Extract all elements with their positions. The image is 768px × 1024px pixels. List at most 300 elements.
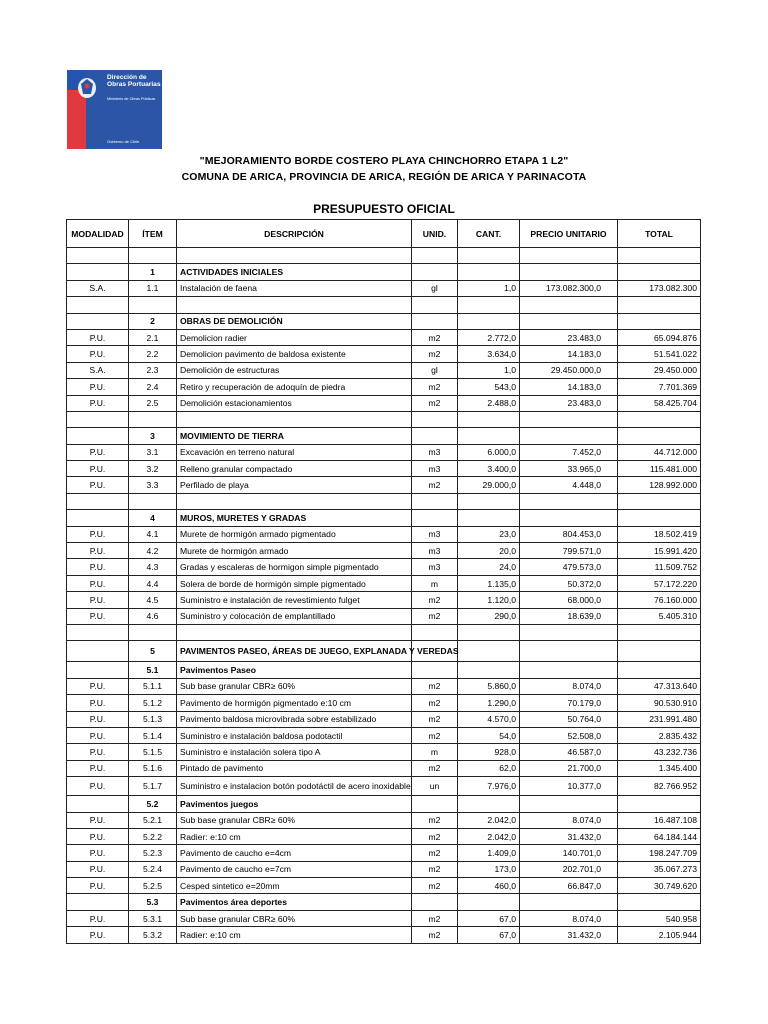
cell-modalidad: P.U. bbox=[67, 592, 129, 608]
table-row bbox=[67, 444, 701, 460]
cell-cant bbox=[458, 264, 520, 280]
cell-precio bbox=[520, 297, 618, 313]
cell-precio: 8.074,0 bbox=[520, 812, 618, 828]
cell-total bbox=[618, 264, 701, 280]
table-row bbox=[67, 461, 701, 477]
table-row bbox=[67, 362, 701, 378]
cell-unid: m bbox=[412, 575, 458, 591]
cell-cant: 1,0 bbox=[458, 280, 520, 296]
cell-total: 90.530.910 bbox=[618, 695, 701, 711]
cell-modalidad bbox=[67, 510, 129, 526]
cell-precio bbox=[520, 796, 618, 812]
col-header-cant: CANT. bbox=[458, 220, 520, 248]
col-header-descripcion: DESCRIPCIÓN bbox=[177, 220, 412, 248]
cell-modalidad: P.U. bbox=[67, 711, 129, 727]
cell-precio: 33.965,0 bbox=[520, 461, 618, 477]
cell-unid: m3 bbox=[412, 444, 458, 460]
table-row bbox=[67, 711, 701, 727]
cell-descripcion: Gradas y escaleras de hormigon simple pigmentado bbox=[177, 559, 412, 575]
col-header-modalidad: MODALIDAD bbox=[67, 220, 129, 248]
cell-item: 2.2 bbox=[129, 346, 177, 362]
cell-descripcion bbox=[177, 297, 412, 313]
cell-descripcion: Murete de hormigón armado pigmentado bbox=[177, 526, 412, 542]
cell-descripcion: Pavimentos Paseo bbox=[177, 662, 412, 678]
cell-unid: m2 bbox=[412, 845, 458, 861]
cell-cant bbox=[458, 493, 520, 509]
cell-precio: 14.183,0 bbox=[520, 379, 618, 395]
cell-total: 231.991.480 bbox=[618, 711, 701, 727]
table-row bbox=[67, 861, 701, 877]
cell-cant: 2.772,0 bbox=[458, 329, 520, 345]
cell-descripcion: Pavimentos juegos bbox=[177, 796, 412, 812]
cell-item: 4.5 bbox=[129, 592, 177, 608]
table-row bbox=[67, 526, 701, 542]
cell-total: 35.067.273 bbox=[618, 861, 701, 877]
cell-descripcion: ACTIVIDADES INICIALES bbox=[177, 264, 412, 280]
cell-modalidad: S.A. bbox=[67, 280, 129, 296]
cell-descripcion: Relleno granular compactado bbox=[177, 461, 412, 477]
cell-item bbox=[129, 411, 177, 427]
cell-modalidad: P.U. bbox=[67, 329, 129, 345]
cell-unid: m2 bbox=[412, 329, 458, 345]
cell-item: 3.2 bbox=[129, 461, 177, 477]
table-row bbox=[67, 760, 701, 776]
cell-precio: 31.432,0 bbox=[520, 828, 618, 844]
cell-total bbox=[618, 510, 701, 526]
blank-row bbox=[67, 248, 701, 264]
cell-cant: 5.860,0 bbox=[458, 678, 520, 694]
cell-descripcion: Suministro y colocación de emplantillado bbox=[177, 608, 412, 624]
cell-item: 3.3 bbox=[129, 477, 177, 493]
col-header-precio: PRECIO UNITARIO bbox=[520, 220, 618, 248]
cell-precio: 4.448,0 bbox=[520, 477, 618, 493]
cell-precio: 21.700,0 bbox=[520, 760, 618, 776]
cell-descripcion: Demolición estacionamientos bbox=[177, 395, 412, 411]
cell-modalidad bbox=[67, 248, 129, 264]
cell-total: 2.835.432 bbox=[618, 727, 701, 743]
cell-precio: 46.587,0 bbox=[520, 744, 618, 760]
cell-unid: m3 bbox=[412, 543, 458, 559]
cell-descripcion: Suministro e instalación de revestimiento fulget bbox=[177, 592, 412, 608]
cell-total: 30.749.620 bbox=[618, 878, 701, 894]
cell-unid: un bbox=[412, 777, 458, 796]
cell-descripcion: MOVIMIENTO DE TIERRA bbox=[177, 428, 412, 444]
cell-total: 1.345.400 bbox=[618, 760, 701, 776]
cell-total: 47.313.640 bbox=[618, 678, 701, 694]
cell-modalidad: P.U. bbox=[67, 695, 129, 711]
cell-precio: 202.701,0 bbox=[520, 861, 618, 877]
cell-total: 43.232.736 bbox=[618, 744, 701, 760]
cell-unid: m2 bbox=[412, 878, 458, 894]
cell-total: 29.450.000 bbox=[618, 362, 701, 378]
cell-item: 5.2.5 bbox=[129, 878, 177, 894]
cell-cant: 23,0 bbox=[458, 526, 520, 542]
cell-descripcion: Pintado de pavimento bbox=[177, 760, 412, 776]
cell-modalidad: P.U. bbox=[67, 379, 129, 395]
cell-precio bbox=[520, 894, 618, 910]
cell-descripcion: Radier: e:10 cm bbox=[177, 927, 412, 943]
table-row bbox=[67, 695, 701, 711]
cell-unid: m2 bbox=[412, 910, 458, 926]
cell-precio bbox=[520, 641, 618, 662]
cell-modalidad bbox=[67, 796, 129, 812]
cell-unid: m2 bbox=[412, 379, 458, 395]
cell-cant bbox=[458, 510, 520, 526]
logo-title: Dirección de Obras Portuarias bbox=[107, 74, 161, 88]
col-header-total: TOTAL bbox=[618, 220, 701, 248]
cell-total bbox=[618, 624, 701, 640]
cell-modalidad bbox=[67, 313, 129, 329]
cell-descripcion: Pavimento de caucho e=7cm bbox=[177, 861, 412, 877]
col-header-item: ÍTEM bbox=[129, 220, 177, 248]
cell-cant bbox=[458, 796, 520, 812]
cell-total: 44.712.000 bbox=[618, 444, 701, 460]
cell-descripcion: Perfilado de playa bbox=[177, 477, 412, 493]
table-row bbox=[67, 379, 701, 395]
cell-total: 64.184.144 bbox=[618, 828, 701, 844]
cell-modalidad bbox=[67, 493, 129, 509]
cell-precio: 29.450.000,0 bbox=[520, 362, 618, 378]
budget-table bbox=[66, 219, 701, 944]
cell-unid: m3 bbox=[412, 461, 458, 477]
cell-cant: 1,0 bbox=[458, 362, 520, 378]
cell-cant bbox=[458, 894, 520, 910]
cell-cant: 2.488,0 bbox=[458, 395, 520, 411]
cell-precio: 10.377,0 bbox=[520, 777, 618, 796]
cell-total: 198.247.709 bbox=[618, 845, 701, 861]
blank-row bbox=[67, 624, 701, 640]
cell-item: 3.1 bbox=[129, 444, 177, 460]
cell-precio: 799.571,0 bbox=[520, 543, 618, 559]
cell-precio: 8.074,0 bbox=[520, 678, 618, 694]
cell-descripcion: Pavimentos área deportes bbox=[177, 894, 412, 910]
cell-total: 58.425.704 bbox=[618, 395, 701, 411]
cell-item: 5.1 bbox=[129, 662, 177, 678]
cell-unid: gl bbox=[412, 280, 458, 296]
table-row bbox=[67, 927, 701, 943]
cell-precio: 50.764,0 bbox=[520, 711, 618, 727]
cell-unid bbox=[412, 411, 458, 427]
table-row bbox=[67, 559, 701, 575]
cell-item: 5.2.1 bbox=[129, 812, 177, 828]
cell-modalidad: P.U. bbox=[67, 777, 129, 796]
cell-unid bbox=[412, 248, 458, 264]
cell-modalidad: P.U. bbox=[67, 526, 129, 542]
cell-descripcion: Solera de borde de hormigón simple pigmentado bbox=[177, 575, 412, 591]
table-row bbox=[67, 845, 701, 861]
cell-descripcion: OBRAS DE DEMOLICIÓN bbox=[177, 313, 412, 329]
cell-unid bbox=[412, 624, 458, 640]
cell-precio: 8.074,0 bbox=[520, 910, 618, 926]
cell-unid bbox=[412, 493, 458, 509]
cell-total bbox=[618, 641, 701, 662]
cell-cant: 2.042,0 bbox=[458, 812, 520, 828]
cell-descripcion: Demolicion pavimento de baldosa existente bbox=[177, 346, 412, 362]
cell-item bbox=[129, 248, 177, 264]
cell-descripcion: Sub base granular CBR≥ 60% bbox=[177, 812, 412, 828]
cell-precio bbox=[520, 248, 618, 264]
cell-unid bbox=[412, 264, 458, 280]
cell-modalidad: P.U. bbox=[67, 477, 129, 493]
cell-modalidad: P.U. bbox=[67, 678, 129, 694]
cell-precio bbox=[520, 493, 618, 509]
cell-descripcion: Instalación de faena bbox=[177, 280, 412, 296]
cell-precio bbox=[520, 662, 618, 678]
cell-total bbox=[618, 248, 701, 264]
cell-total: 65.094.876 bbox=[618, 329, 701, 345]
cell-modalidad bbox=[67, 624, 129, 640]
cell-item: 4.2 bbox=[129, 543, 177, 559]
cell-cant bbox=[458, 411, 520, 427]
cell-precio: 68.000,0 bbox=[520, 592, 618, 608]
cell-item: 2.3 bbox=[129, 362, 177, 378]
cell-item: 5.1.4 bbox=[129, 727, 177, 743]
cell-total: 7.701.369 bbox=[618, 379, 701, 395]
section-row bbox=[67, 428, 701, 444]
cell-descripcion: Radier: e:10 cm bbox=[177, 828, 412, 844]
cell-precio: 14.183,0 bbox=[520, 346, 618, 362]
cell-unid bbox=[412, 297, 458, 313]
cell-precio: 50.372,0 bbox=[520, 575, 618, 591]
cell-cant bbox=[458, 248, 520, 264]
cell-descripcion bbox=[177, 624, 412, 640]
cell-modalidad: P.U. bbox=[67, 608, 129, 624]
cell-precio: 18.639,0 bbox=[520, 608, 618, 624]
cell-precio bbox=[520, 510, 618, 526]
gobierno-logo bbox=[67, 70, 162, 149]
cell-item: 5.1.7 bbox=[129, 777, 177, 796]
cell-total: 15.991.420 bbox=[618, 543, 701, 559]
cell-precio: 70.179,0 bbox=[520, 695, 618, 711]
cell-cant: 3.400,0 bbox=[458, 461, 520, 477]
table-row bbox=[67, 828, 701, 844]
cell-modalidad bbox=[67, 641, 129, 662]
cell-total bbox=[618, 894, 701, 910]
cell-cant: 1.290,0 bbox=[458, 695, 520, 711]
cell-descripcion: PAVIMENTOS PASEO, ÁREAS DE JUEGO, EXPLANADA Y VEREDAS bbox=[177, 641, 412, 662]
cell-unid bbox=[412, 662, 458, 678]
cell-modalidad: P.U. bbox=[67, 727, 129, 743]
cell-total: 115.481.000 bbox=[618, 461, 701, 477]
cell-precio: 52.508,0 bbox=[520, 727, 618, 743]
cell-unid: m bbox=[412, 744, 458, 760]
blank-row bbox=[67, 297, 701, 313]
budget-title: PRESUPUESTO OFICIAL bbox=[313, 202, 455, 216]
cell-descripcion: Demolicion radier bbox=[177, 329, 412, 345]
cell-modalidad: P.U. bbox=[67, 395, 129, 411]
project-location: COMUNA DE ARICA, PROVINCIA DE ARICA, REGIÓN DE ARICA Y PARINACOTA bbox=[181, 171, 587, 183]
cell-unid: m3 bbox=[412, 559, 458, 575]
cell-item: 5.1.1 bbox=[129, 678, 177, 694]
cell-cant: 3.634,0 bbox=[458, 346, 520, 362]
cell-modalidad bbox=[67, 411, 129, 427]
table-row bbox=[67, 878, 701, 894]
cell-total bbox=[618, 662, 701, 678]
cell-unid: m2 bbox=[412, 812, 458, 828]
cell-total: 16.487.108 bbox=[618, 812, 701, 828]
cell-descripcion bbox=[177, 493, 412, 509]
cell-item: 5.3 bbox=[129, 894, 177, 910]
cell-cant: 543,0 bbox=[458, 379, 520, 395]
table-row bbox=[67, 477, 701, 493]
cell-modalidad: P.U. bbox=[67, 910, 129, 926]
cell-item: 5.3.1 bbox=[129, 910, 177, 926]
table-row bbox=[67, 280, 701, 296]
cell-total: 128.992.000 bbox=[618, 477, 701, 493]
cell-modalidad: P.U. bbox=[67, 543, 129, 559]
cell-precio: 31.432,0 bbox=[520, 927, 618, 943]
cell-precio: 23.483,0 bbox=[520, 329, 618, 345]
cell-unid: m2 bbox=[412, 678, 458, 694]
col-header-unid: UNID. bbox=[412, 220, 458, 248]
cell-total: 5.405.310 bbox=[618, 608, 701, 624]
cell-descripcion: Retiro y recuperación de adoquín de piedra bbox=[177, 379, 412, 395]
cell-unid: m2 bbox=[412, 727, 458, 743]
cell-item: 5.2.3 bbox=[129, 845, 177, 861]
cell-cant: 928,0 bbox=[458, 744, 520, 760]
cell-modalidad bbox=[67, 428, 129, 444]
cell-item: 4.1 bbox=[129, 526, 177, 542]
cell-modalidad: P.U. bbox=[67, 878, 129, 894]
cell-descripcion: Sub base granular CBR≥ 60% bbox=[177, 910, 412, 926]
cell-cant: 1.409,0 bbox=[458, 845, 520, 861]
cell-descripcion: Suministro e instalacion botón podotáctil de acero inoxidable bbox=[177, 777, 412, 796]
cell-descripcion bbox=[177, 248, 412, 264]
table-row bbox=[67, 543, 701, 559]
cell-total: 540.958 bbox=[618, 910, 701, 926]
cell-precio bbox=[520, 264, 618, 280]
cell-precio bbox=[520, 411, 618, 427]
cell-unid: gl bbox=[412, 362, 458, 378]
cell-precio: 140.701,0 bbox=[520, 845, 618, 861]
coat-of-arms-icon bbox=[71, 74, 103, 102]
budget-table-body bbox=[67, 248, 701, 944]
cell-modalidad: P.U. bbox=[67, 559, 129, 575]
cell-item: 5.1.5 bbox=[129, 744, 177, 760]
cell-modalidad bbox=[67, 662, 129, 678]
cell-modalidad: P.U. bbox=[67, 461, 129, 477]
cell-unid: m3 bbox=[412, 526, 458, 542]
cell-unid bbox=[412, 428, 458, 444]
cell-descripcion: Suministro e instalación solera tipo A bbox=[177, 744, 412, 760]
cell-cant: 24,0 bbox=[458, 559, 520, 575]
cell-cant: 4.570,0 bbox=[458, 711, 520, 727]
cell-precio: 479.573,0 bbox=[520, 559, 618, 575]
cell-modalidad: P.U. bbox=[67, 346, 129, 362]
section-row bbox=[67, 313, 701, 329]
cell-cant bbox=[458, 313, 520, 329]
cell-cant: 1.135,0 bbox=[458, 575, 520, 591]
section-row bbox=[67, 641, 701, 662]
logo-ministry: Ministerio de Obras Públicas bbox=[107, 97, 156, 101]
cell-precio: 66.847,0 bbox=[520, 878, 618, 894]
section-row bbox=[67, 264, 701, 280]
cell-unid: m2 bbox=[412, 828, 458, 844]
subsection-row bbox=[67, 894, 701, 910]
cell-cant: 29.000,0 bbox=[458, 477, 520, 493]
cell-item: 2.1 bbox=[129, 329, 177, 345]
cell-item: 2.4 bbox=[129, 379, 177, 395]
cell-cant bbox=[458, 662, 520, 678]
cell-modalidad: P.U. bbox=[67, 812, 129, 828]
project-title: "MEJORAMIENTO BORDE COSTERO PLAYA CHINCHORRO ETAPA 1 L2" bbox=[199, 155, 569, 167]
cell-total bbox=[618, 313, 701, 329]
cell-total: 173.082.300 bbox=[618, 280, 701, 296]
cell-precio: 804.453,0 bbox=[520, 526, 618, 542]
cell-unid bbox=[412, 313, 458, 329]
cell-cant: 67,0 bbox=[458, 910, 520, 926]
cell-unid: m2 bbox=[412, 592, 458, 608]
cell-unid bbox=[412, 796, 458, 812]
cell-item: 5.1.3 bbox=[129, 711, 177, 727]
cell-modalidad: P.U. bbox=[67, 927, 129, 943]
cell-precio bbox=[520, 624, 618, 640]
cell-total: 57.172.220 bbox=[618, 575, 701, 591]
cell-cant bbox=[458, 624, 520, 640]
cell-precio bbox=[520, 428, 618, 444]
cell-modalidad bbox=[67, 264, 129, 280]
table-row bbox=[67, 592, 701, 608]
table-row bbox=[67, 727, 701, 743]
cell-modalidad: P.U. bbox=[67, 760, 129, 776]
subsection-row bbox=[67, 796, 701, 812]
cell-item: 5.3.2 bbox=[129, 927, 177, 943]
cell-modalidad: P.U. bbox=[67, 744, 129, 760]
cell-descripcion: Murete de hormigón armado bbox=[177, 543, 412, 559]
cell-descripcion: Cesped sintetico e=20mm bbox=[177, 878, 412, 894]
cell-cant: 6.000,0 bbox=[458, 444, 520, 460]
cell-total: 2.105.944 bbox=[618, 927, 701, 943]
cell-cant: 460,0 bbox=[458, 878, 520, 894]
cell-unid: m2 bbox=[412, 695, 458, 711]
cell-item: 5.2 bbox=[129, 796, 177, 812]
cell-cant: 20,0 bbox=[458, 543, 520, 559]
cell-unid: m2 bbox=[412, 927, 458, 943]
cell-total: 18.502.419 bbox=[618, 526, 701, 542]
cell-item: 4.4 bbox=[129, 575, 177, 591]
cell-total bbox=[618, 428, 701, 444]
cell-precio bbox=[520, 313, 618, 329]
cell-total bbox=[618, 796, 701, 812]
cell-total bbox=[618, 411, 701, 427]
cell-item: 4.3 bbox=[129, 559, 177, 575]
cell-descripcion bbox=[177, 411, 412, 427]
cell-cant bbox=[458, 641, 520, 662]
cell-descripcion: Demolición de estructuras bbox=[177, 362, 412, 378]
cell-total: 82.766.952 bbox=[618, 777, 701, 796]
table-row bbox=[67, 608, 701, 624]
cell-unid: m2 bbox=[412, 711, 458, 727]
cell-cant: 1.120,0 bbox=[458, 592, 520, 608]
cell-unid: m2 bbox=[412, 861, 458, 877]
subsection-row bbox=[67, 662, 701, 678]
cell-total bbox=[618, 297, 701, 313]
cell-descripcion: Pavimento de caucho e=4cm bbox=[177, 845, 412, 861]
table-header-row bbox=[67, 220, 701, 248]
cell-total: 51.541.022 bbox=[618, 346, 701, 362]
cell-item: 4 bbox=[129, 510, 177, 526]
cell-item bbox=[129, 493, 177, 509]
cell-descripcion: Sub base granular CBR≥ 60% bbox=[177, 678, 412, 694]
cell-descripcion: Pavimento baldosa microvibrada sobre estabilizado bbox=[177, 711, 412, 727]
table-row bbox=[67, 812, 701, 828]
cell-total: 76.160.000 bbox=[618, 592, 701, 608]
cell-total: 11.509.752 bbox=[618, 559, 701, 575]
cell-unid: m2 bbox=[412, 760, 458, 776]
table-row bbox=[67, 678, 701, 694]
cell-modalidad: P.U. bbox=[67, 861, 129, 877]
cell-modalidad: P.U. bbox=[67, 845, 129, 861]
